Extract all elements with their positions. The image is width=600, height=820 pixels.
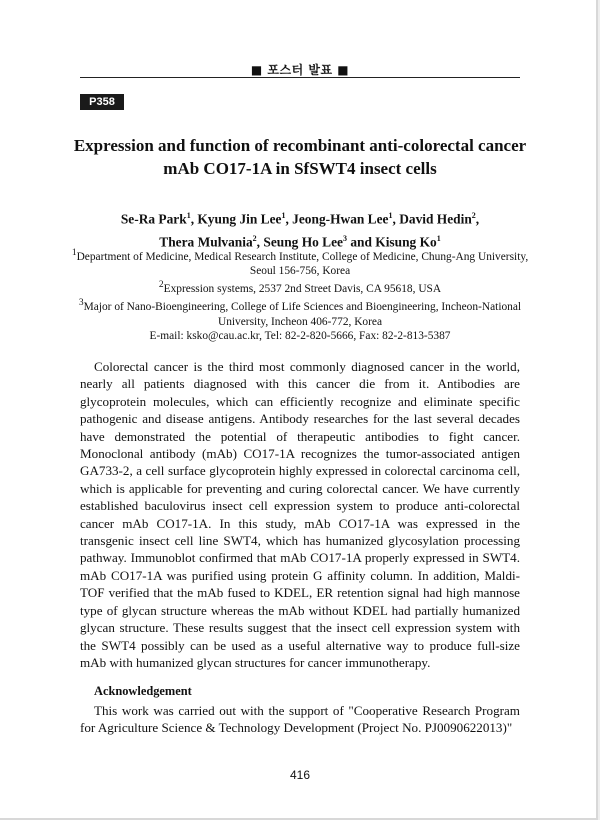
affiliation-item xyxy=(60,246,540,278)
affiliation-text: Major of Nano-Bioengineering, College of Life Sciences and Bioengineering, Incheon-National University, Incheon 406-772, Korea xyxy=(83,301,522,328)
author-affiliation-mark: 1 xyxy=(281,211,286,220)
author-name: Kyung Jin Lee xyxy=(197,211,282,227)
affiliation-mark: 1 xyxy=(71,248,77,258)
abstract-paragraph: Colorectal cancer is the third most commonly diagnosed cancer in the world, nearly all patients diagnosed with this cancer die from it. Antibodies are glycoprotein molecules, which can efficiently recognize and eliminate specific pathogenic and disease antigens. Antibody researches for the last several decades have demonstrated the potential of therapeutic antibodies to fight cancer. Monoclonal antibody (mAb) CO17-1A recognizes the tumor-associated antigen GA733-2, a cell surface glycoprotein highly expressed in colorectal carcinoma cell, which is applicable for preventing and curing colorectal cancer. We have currently established baculovirus insect cell expression system to produce anti-colorectal cancer mAb CO17-1A. In this study, mAb CO17-1A was expressed in the transgenic insect cell line SWT4, which has humanized glycosylation processing pathway. Immunoblot confirmed that mAb CO17-1A properly expressed in SWT4. mAb CO17-1A was purified using protein G affinity column. In addition, Maldi-TOF verified that the mAb fused to KDEL, ER retention signal had high mannose type of glycan structure whereas the mAb without KDEL had partially humanized glycan structure. These results suggest that the insect cell expression system with the SWT4 possibly can be used as a useful alternative way to produce full-size mAb with humanized glycan structures for cancer immunotherapy. xyxy=(80,359,520,670)
affiliation-item xyxy=(60,278,540,296)
author-separator: , xyxy=(392,211,400,227)
affiliation-text: Expression systems, 2537 2nd Street Davis, CA 95618, USA xyxy=(163,283,442,296)
affiliations xyxy=(60,246,540,343)
poster-code-badge: P358 xyxy=(80,94,124,110)
author-affiliation-mark: 1 xyxy=(186,211,191,220)
author-name: Jeong-Hwan Lee xyxy=(292,211,389,227)
author-affiliation-mark: 1 xyxy=(436,233,441,243)
author-line-1 xyxy=(60,206,540,229)
author-separator: , xyxy=(285,211,293,227)
acknowledgement-text: This work was carried out with the support of "Cooperative Research Program for Agriculture Science & Technology Development (Project No. PJ0090622013)" xyxy=(80,703,520,736)
author-name: Thera Mulvania xyxy=(159,234,253,250)
affiliation-text: Department of Medicine, Medical Research Institute, College of Medicine, Chung-Ang University, Seoul 156-756, Korea xyxy=(76,250,529,278)
author-affiliation-mark: 2 xyxy=(252,233,257,243)
author-separator: and xyxy=(346,234,376,250)
title-line-2: mAb CO17-1A in SfSWT4 insect cells xyxy=(163,159,437,178)
affiliation-mark: 3 xyxy=(78,298,84,309)
author-name: Se-Ra Park xyxy=(120,211,187,227)
page-number: 416 xyxy=(289,768,311,782)
affiliation-mark: 2 xyxy=(158,280,164,291)
affiliation-item xyxy=(60,296,540,328)
section-header: ■ 포스터 발표 ■ xyxy=(250,63,350,77)
paper-title xyxy=(60,134,540,180)
author-separator: , xyxy=(256,234,264,250)
author-separator: , xyxy=(190,211,198,227)
author-affiliation-mark: 1 xyxy=(388,211,393,220)
author-separator: , xyxy=(475,211,480,227)
header-rule xyxy=(80,77,520,78)
author-name: Seung Ho Lee xyxy=(263,234,343,250)
author-name: David Hedin xyxy=(399,211,472,227)
author-affiliation-mark: 3 xyxy=(342,233,347,243)
acknowledgement xyxy=(80,702,520,737)
affiliation-item xyxy=(60,329,540,343)
author-name: Kisung Ko xyxy=(375,234,437,250)
acknowledgement-heading: Acknowledgement xyxy=(94,684,192,698)
author-affiliation-mark: 2 xyxy=(471,211,476,220)
abstract xyxy=(80,358,520,671)
affiliation-text: E-mail: ksko@cau.ac.kr, Tel: 82-2-820-5666, Fax: 82-2-813-5387 xyxy=(149,329,451,342)
title-line-1: Expression and function of recombinant anti-colorectal cancer xyxy=(73,136,527,155)
